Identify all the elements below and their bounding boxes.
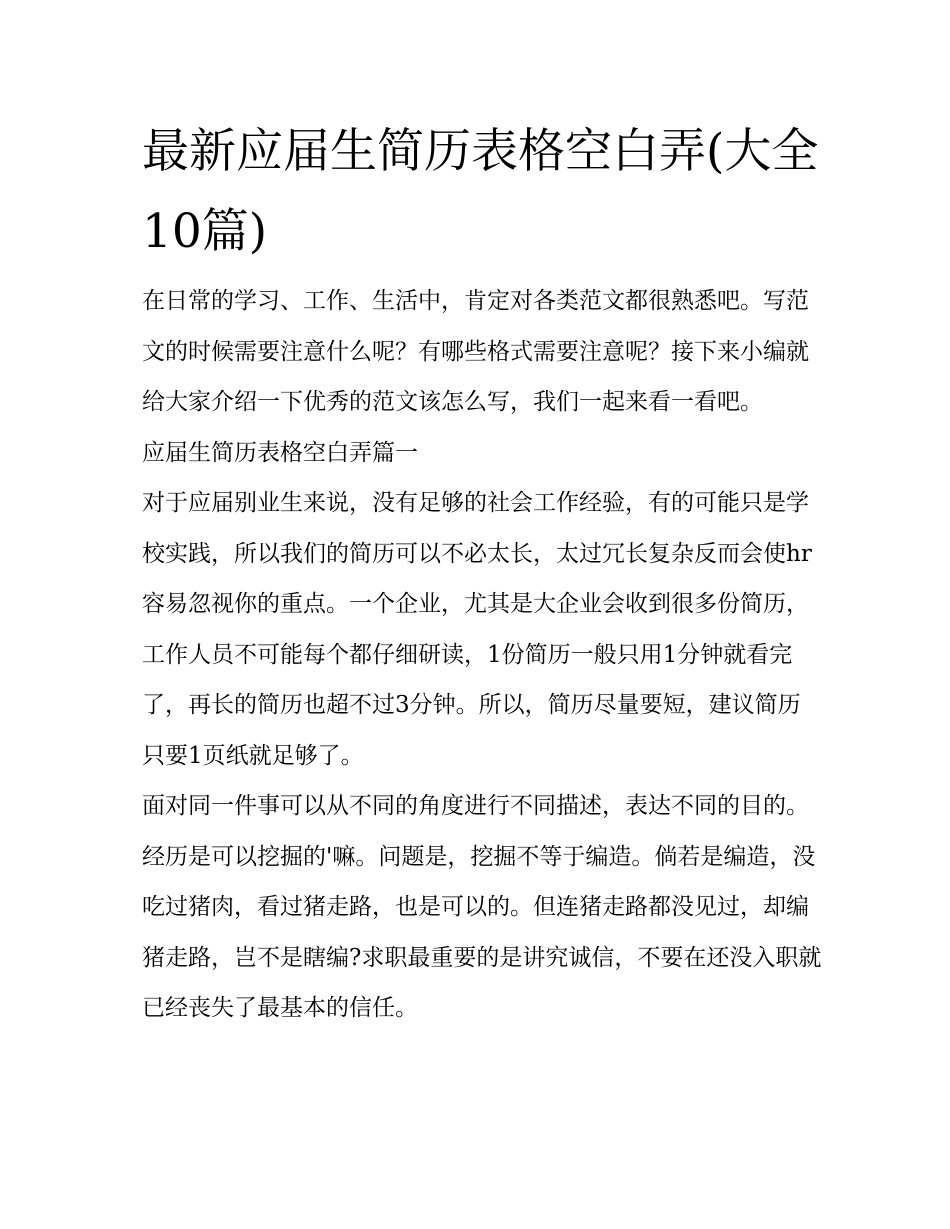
paragraph-honesty: 面对同一件事可以从不同的角度进行不同描述，表达不同的目的。经历是可以挖掘的'嘛。问题是，挖掘不等于编造。倘若是编造，没吃过猪肉，看过猪走路，也是可以的。但连猪走路都没见过，却编猪走路，岂不是瞎编?求职最重要的是讲究诚信，不要在还没入职就已经丧失了最基本的信任。	[142, 793, 822, 1021]
document-title: 最新应届生简历表格空白弄(大全10篇)	[142, 124, 819, 259]
paragraph-intro: 在日常的学习、工作、生活中，肯定对各类范文都很熟悉吧。写范文的时候需要注意什么呢？有哪些格式需要注意呢？接下来小编就给大家介绍一下优秀的范文该怎么写，我们一起来看一看吧。	[142, 288, 809, 415]
document-body	[142, 276, 822, 1034]
paragraph-resume-length: 对于应届别业生来说，没有足够的社会工作经验，有的可能只是学校实践，所以我们的简历可以不必太长，太过冗长复杂反而会使hr容易忽视你的重点。一个企业，尤其是大企业会收到很多份简历，工作人员不可能每个都仔细研读，1份简历一般只用1分钟就看完了，再长的简历也超不过3分钟。所以，简历尽量要短，建议简历只要1页纸就足够了。	[142, 490, 812, 769]
section-heading: 应届生简历表格空白弄篇一	[142, 439, 418, 466]
